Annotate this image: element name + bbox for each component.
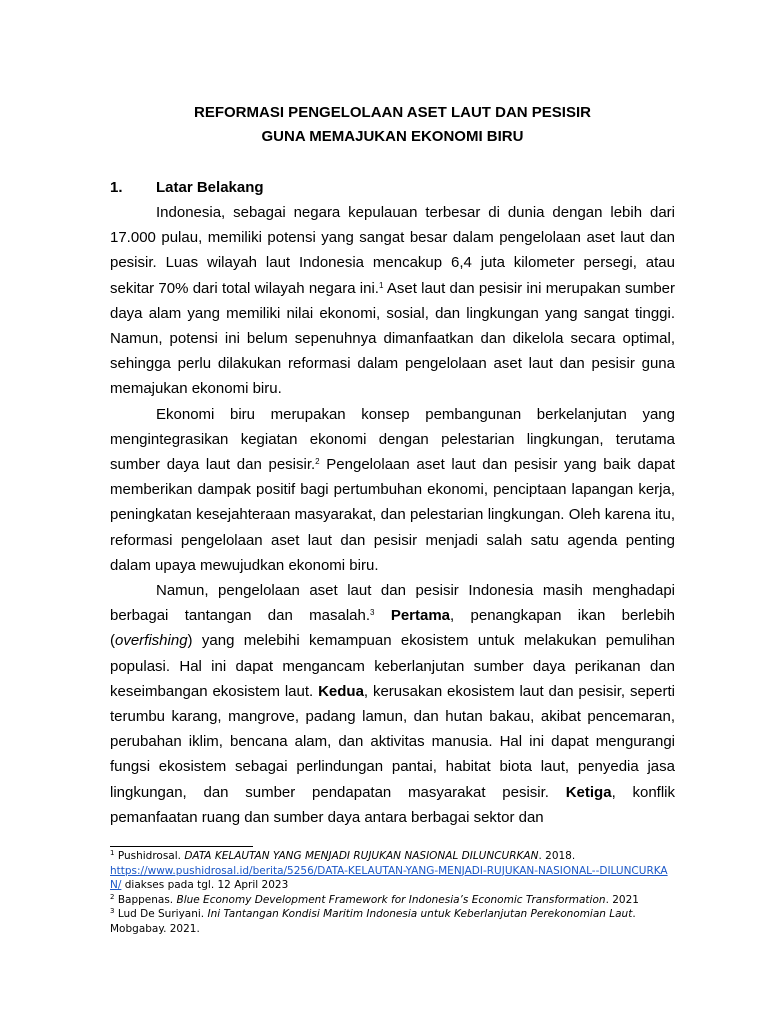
section-number: 1. (110, 179, 123, 196)
footnote-link[interactable]: https://www.pushidrosal.id/berita/5256/DATA-KELAUTAN-YANG-MENJADI-RUJUKAN-NASIONAL--DILUNCURKAN/ (110, 864, 668, 891)
footnote-source-title: DATA KELAUTAN YANG MENJADI RUJUKAN NASIONAL DILUNCURKAN (184, 850, 539, 862)
paragraph-3-bold-kedua: Kedua (318, 682, 364, 700)
footnote-source-rest: . Mobgabay. 2021. (110, 908, 636, 935)
section-title: Latar Belakang (156, 179, 264, 196)
paragraph-3 (110, 578, 675, 830)
footnote-author: Lud De Suriyani. (117, 908, 208, 920)
footnote-author: Pushidrosal. (117, 850, 185, 862)
paragraph-3-bold-pertama: Pertama (390, 607, 451, 625)
paragraph-3-text-d: ) yang melebihi kemampuan ekosistem untuk melakukan pemulihan populasi. Hal ini dapat mengancam keberlanjutan sumber daya perikanan dan keseimbangan ekosistem laut. (110, 632, 675, 700)
paragraph-3-text-e: , kerusakan ekosistem laut dan pesisir, seperti terumbu karang, mangrove, padang lamun, dan hutan bakau, akibat pencemaran, perubahan iklim, bencana alam, dan aktivitas manusia. Hal ini dapat mengurangi fungsi ekosistem sebagai perlindungan pantai, habitat biota laut, penyedia jasa lingkungan, dan sumber pendapatan masyarakat pesisir. (110, 682, 675, 801)
footnote-3 (110, 907, 675, 936)
footnote-ref-1: 1 (378, 280, 384, 290)
paragraph-3-text-c: , penangkapan ikan berlebih ( (110, 607, 675, 650)
footnote-source-title: Ini Tantangan Kondisi Maritim Indonesia untuk Keberlanjutan Perekonomian Laut (207, 908, 633, 920)
footnote-ref-3: 3 (370, 608, 375, 618)
footnote-source-title: Blue Economy Development Framework for Indonesia’s Economic Transformation (176, 893, 606, 906)
footnote-source-rest: . 2018. (538, 850, 576, 862)
footnote-author: Bappenas. (117, 893, 177, 906)
paragraph-1-text-a: Indonesia, sebagai negara kepulauan terbesar di dunia dengan lebih dari 17.000 pulau, memiliki potensi yang sangat besar dalam pengelolaan aset laut dan pesisir. Luas wilayah laut Indonesia mencakup 6,4 juta kilometer persegi, atau sekitar 70% dari total wilayah negara ini. (110, 204, 675, 297)
footnote-number: 2 (110, 892, 115, 901)
body-text (110, 200, 675, 830)
paragraph-3-bold-ketiga: Ketiga (565, 783, 612, 801)
paragraph-2-text-b: Pengelolaan aset laut dan pesisir yang baik dapat memberikan dampak positif bagi pertumbuhan ekonomi, penciptaan lapangan kerja, peningkatan kesejahteraan masyarakat, dan pelestarian lingkungan. Oleh karena itu, reformasi pengelolaan aset laut dan pesisir menjadi salah satu agenda penting dalam upaya mewujudkan ekonomi biru. (110, 456, 675, 574)
footnote-2 (110, 893, 675, 908)
paragraph-3-text-b (374, 607, 390, 624)
footnote-accessed-date: diakses pada tgl. 12 April 2023 (121, 879, 289, 891)
section-heading (110, 176, 675, 200)
paragraph-2-text-a: Ekonomi biru merupakan konsep pembangunan berkelanjutan yang mengintegrasikan kegiatan ekonomi dengan pelestarian lingkungan, terutama sumber daya laut dan pesisir. (110, 405, 675, 474)
footnote-number: 1 (110, 849, 115, 857)
paragraph-2 (110, 402, 675, 578)
paragraph-3-italic-overfishing: overfishing (115, 632, 188, 650)
document-title-line-1: REFORMASI PENGELOLAAN ASET LAUT DAN PESISIR (194, 104, 591, 121)
footnote-source-rest: . 2021 (605, 893, 639, 906)
footnote-1 (110, 849, 675, 893)
paragraph-3-text-f: , konflik pemanfaatan ruang dan sumber daya antara berbagai sektor dan (110, 783, 675, 826)
document-title-line-2: GUNA MEMAJUKAN EKONOMI BIRU (261, 128, 524, 145)
paragraph-1-text-b: Aset laut dan pesisir ini merupakan sumber daya alam yang memiliki nilai ekonomi, sosial, dan lingkungan yang sangat tinggi. Namun, potensi ini belum sepenuhnya dimanfaatkan dan dikelola secara optimal, sehingga perlu dilakukan reformasi dalam pengelolaan aset laut dan pesisir guna memajukan ekonomi biru. (110, 279, 676, 398)
paragraph-1 (110, 200, 675, 402)
footnotes (110, 849, 675, 936)
footnote-ref-2: 2 (315, 457, 320, 467)
footnote-separator (110, 846, 253, 847)
paragraph-3-text-a: Namun, pengelolaan aset laut dan pesisir Indonesia masih menghadapi berbagai tantangan dan masalah. (110, 582, 675, 625)
footnote-number: 3 (110, 907, 115, 915)
